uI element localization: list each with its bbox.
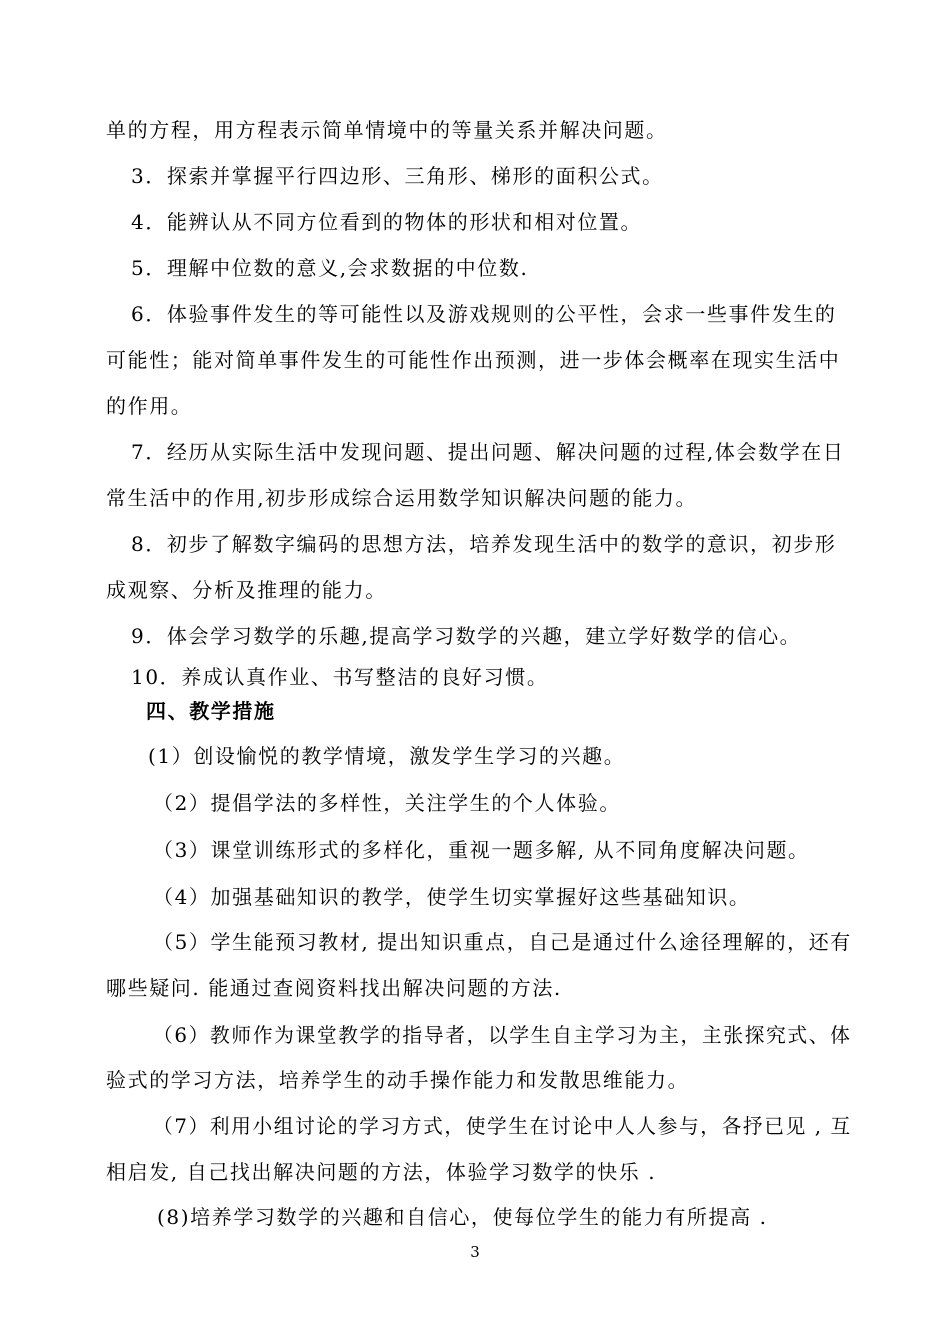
measure-1: (1）创设愉悦的教学情境，激发学生学习的兴趣。 <box>148 744 626 768</box>
measure-3: （3）课堂训练形式的多样化，重视一题多解, 从不同角度解决问题。 <box>153 838 810 862</box>
objective-2-continued: 单的方程，用方程表示简单情境中的等量关系并解决问题。 <box>106 118 668 142</box>
objective-8-line-2: 成观察、分析及推理的能力。 <box>106 578 387 602</box>
objective-5: 5．理解中位数的意义,会求数据的中位数. <box>131 256 529 280</box>
objective-10: 10．养成认真作业、书写整洁的良好习惯。 <box>131 665 549 689</box>
objective-6-line-2: 可能性；能对简单事件发生的可能性作出预测，进一步体会概率在现实生活中 <box>106 348 841 372</box>
measure-4: （4）加强基础知识的教学，使学生切实掌握好这些基础知识。 <box>153 885 751 909</box>
measure-8: (8)培养学习数学的兴趣和自信心，使每位学生的能力有所提高 . <box>157 1205 768 1229</box>
page-number: 3 <box>470 1243 480 1261</box>
objective-7-line-1: 7．经历从实际生活中发现问题、提出问题、解决问题的过程,体会数学在日 <box>131 440 845 464</box>
objective-4: 4．能辨认从不同方位看到的物体的形状和相对位置。 <box>131 210 643 234</box>
objective-9: 9．体会学习数学的乐趣,提高学习数学的兴趣，建立学好数学的信心。 <box>131 624 802 648</box>
measure-7-line-1: （7）利用小组讨论的学习方式，使学生在讨论中人人参与，各抒已见 , 互 <box>153 1114 852 1138</box>
measure-6-line-1: （6）教师作为课堂教学的指导者，以学生自主学习为主，主张探究式、体 <box>153 1023 852 1047</box>
measure-5-line-2: 哪些疑问. 能通过查阅资料找出解决问题的方法. <box>106 976 562 1000</box>
objective-6-line-1: 6．体验事件发生的等可能性以及游戏规则的公平性，会求一些事件发生的 <box>131 302 837 326</box>
section-heading: 四、教学措施 <box>146 699 276 723</box>
measure-2: （2）提倡学法的多样性，关注学生的个人体验。 <box>153 791 621 815</box>
objective-8-line-1: 8．初步了解数字编码的思想方法，培养发现生活中的数学的意识，初步形 <box>131 532 837 556</box>
measure-6-line-2: 验式的学习方法，培养学生的动手操作能力和发散思维能力。 <box>106 1068 690 1092</box>
objective-6-line-3: 的作用。 <box>106 394 193 418</box>
measure-7-line-2: 相启发, 自己找出解决问题的方法，体验学习数学的快乐 . <box>106 1160 657 1184</box>
measure-5-line-1: （5）学生能预习教材, 提出知识重点，自己是通过什么途径理解的，还有 <box>153 930 852 954</box>
objective-3: 3．探索并掌握平行四边形、三角形、梯形的面积公式。 <box>131 164 664 188</box>
objective-7-line-2: 常生活中的作用,初步形成综合运用数学知识解决问题的能力。 <box>106 486 698 510</box>
